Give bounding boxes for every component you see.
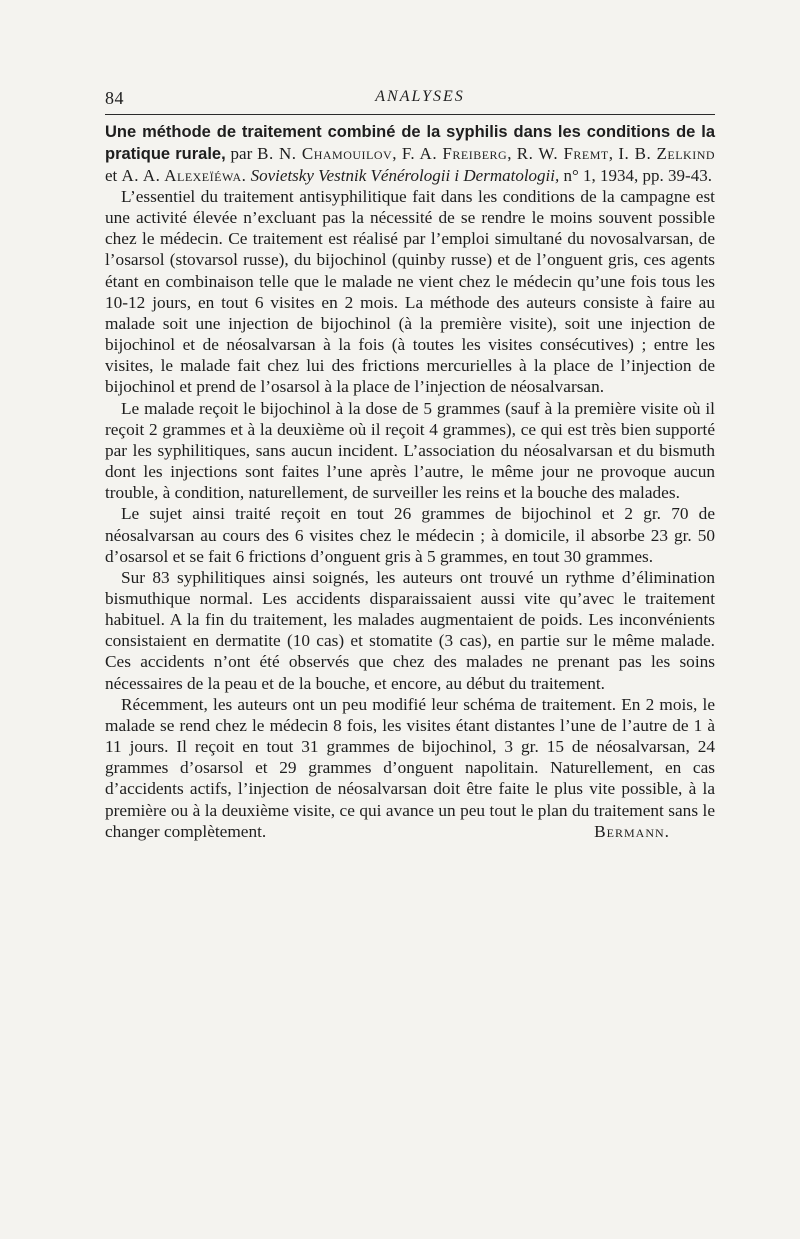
page	[105, 88, 715, 842]
paragraph-3: Le sujet ainsi traité reçoit en tout 26 grammes de bijochinol et 2 gr. 70 de néosalvarsan au cours des 6 visites chez le médecin ; à domicile, il absorbe 23 gr. 50 d’osarsol et se fait 6 frictions d’onguent gris à 5 grammes, en tout 30 grammes.	[105, 504, 715, 566]
page-number: 84	[105, 88, 124, 108]
journal-name: Sovietsky Vestnik Vénérologii i Dermatologii,	[250, 166, 560, 185]
and-word: et	[105, 166, 118, 185]
author: I. B. Zelkind	[618, 144, 716, 163]
header-rule	[105, 114, 715, 115]
article-heading	[105, 121, 715, 186]
paragraph-5-text: Récemment, les auteurs ont un peu modifié leur schéma de traitement. En 2 mois, le malade se rend chez le médecin 8 fois, les visites étant distantes l’une de l’autre de 1 à 11 jours. Il reçoit en tout 31 grammes de bijochinol, 3 gr. 15 de néosalvarsan, 24 grammes d’osarsol et 29 grammes d’onguent napolitain. Naturellement, en cas d’accidents actifs, l’injection de néosalvarsan doit être faite le plus vite possible, à la première ou à la deuxième visite, ce qui avance un peu tout le plan du traitement sans le changer complètement.	[105, 694, 715, 841]
author: R. W. Fremt,	[516, 144, 614, 163]
section-title: ANALYSES	[375, 88, 465, 105]
paragraph-5	[105, 694, 715, 842]
paragraph-1: L’essentiel du traitement antisyphilitique fait dans les conditions de la campagne est une activité élevée n’excluant pas la nécessité de se rendre le moins souvent possible chez le médecin. Ce traitement est réalisé par l’emploi simultané du novosalvarsan, de l’osarsol (stovarsol russe), du bijochinol (quinby russe) et de l’onguent gris, ces agents étant en combinaison telle que le malade ne vient chez le médecin qu’une fois tous les 10-12 jours, en tout 6 visites en 2 mois. La méthode des auteurs consiste à faire au malade soit une injection de bijochinol (à la première visite), soit une injection de bijochinol et de néosalvarsan à la fois (à toutes les visites consécutives) ; entre les visites, le malade fait chez lui des frictions mercurielles à la place de l’injection de bijochinol et prend de l’osarsol à la place de l’injection de néosalvarsan.	[105, 187, 715, 397]
running-head	[105, 88, 715, 114]
author: B. N. Chamouilov,	[257, 144, 397, 163]
citation: n° 1, 1934, pp. 39-43.	[563, 166, 712, 185]
author: A. A. Alexeïéwa.	[121, 166, 247, 185]
paragraph-4: Sur 83 syphilitiques ainsi soignés, les auteurs ont trouvé un rythme d’élimination bismuthique normal. Les accidents disparaissaient aussi vite qu’avec le traitement habituel. A la fin du traitement, les malades augmentaient de poids. Les inconvénients consistaient en dermatite (10 cas) et stomatite (3 cas), en partie sur le même malade. Ces accidents n’ont été observés que chez des malades ne prenant pas les soins nécessaires de la peau et de la bouche, et encore, au début du traitement.	[105, 567, 715, 693]
paragraph-2: Le malade reçoit le bijochinol à la dose de 5 grammes (sauf à la première visite où il reçoit 2 grammes et à la deuxième où il reçoit 4 grammes), ce qui est très bien supporté par les syphilitiques, sans aucun incident. L’association du néosalvarsan et du bismuth dont les injections sont faites l’une après l’autre, le même jour ne provoque aucun trouble, à condition, naturellement, de surveiller les reins et la bouche des malades.	[105, 398, 715, 503]
article-title: Une méthode de traitement combiné de la syphilis dans les conditions de la pratique rurale,	[105, 123, 715, 163]
by-word: par	[230, 144, 253, 163]
author: F. A. Freiberg,	[401, 144, 512, 163]
author-signature: Bermann.	[594, 821, 670, 841]
